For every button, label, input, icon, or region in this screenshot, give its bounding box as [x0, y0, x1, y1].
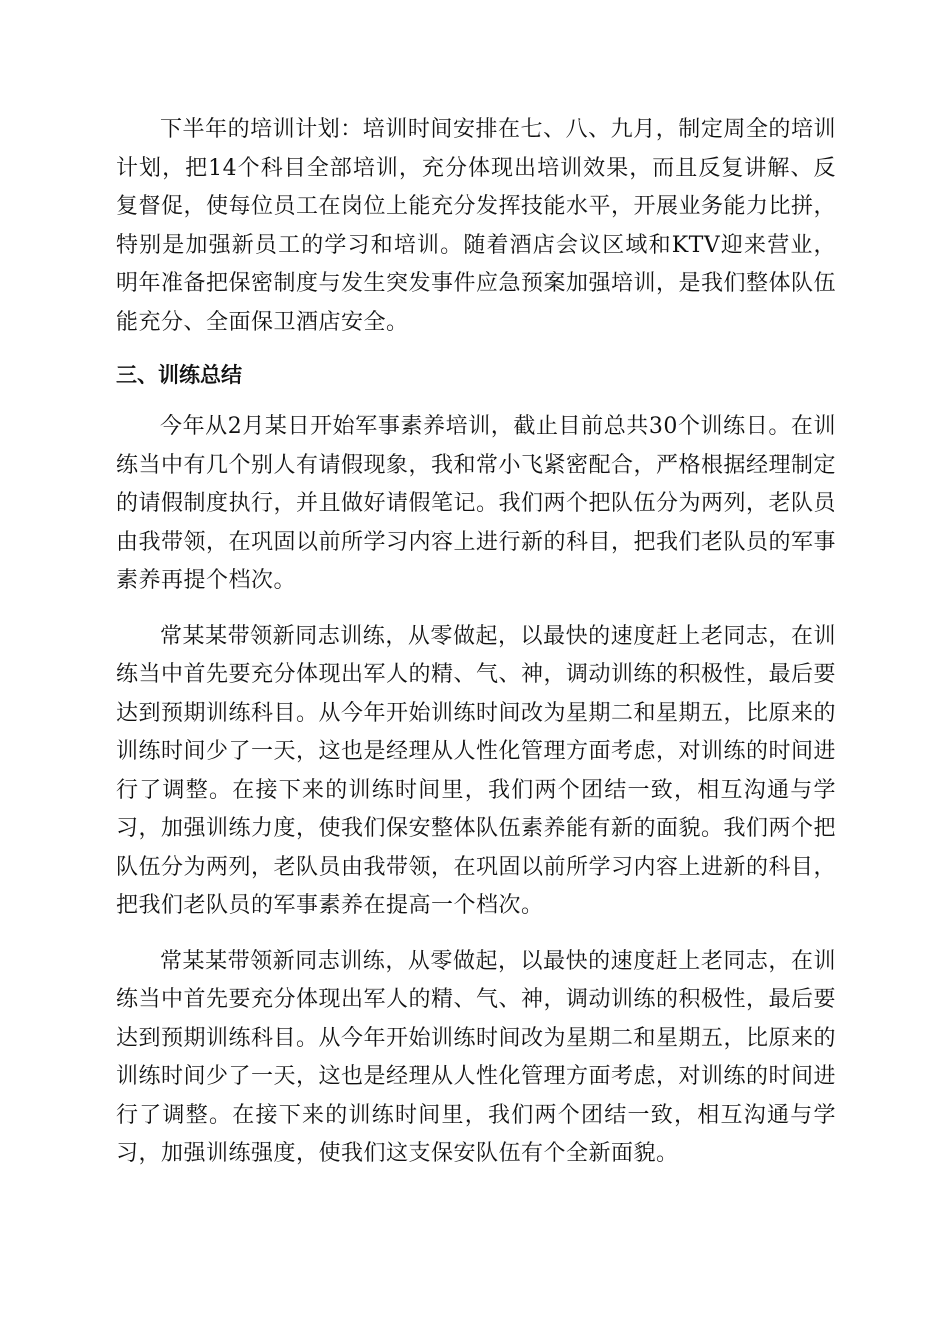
section-heading-training-summary: 三、训练总结	[116, 363, 242, 387]
paragraph-new-recruits-2: 常某某带领新同志训练，从零做起，以最快的速度赶上老同志，在训练当中首先要充分体现出军人的精、气、神，调动训练的积极性，最后要达到预期训练科目。从今年开始训练时间改为星期二和星期五，比原来的训练时间少了一天，这也是经理从人性化管理方面考虑，对训练的时间进行了调整。在接下来的训练时间里，我们两个团结一致，相互沟通与学习，加强训练强度，使我们这支保安队伍有个全新面貌。	[116, 948, 837, 1166]
paragraph-military-training: 今年从2月某日开始军事素养培训，截止目前总共30个训练日。在训练当中有几个别人有请假现象，我和常小飞紧密配合，严格根据经理制定的请假制度执行，并且做好请假笔记。我们两个把队伍分为两列，老队员由我带领，在巩固以前所学习内容上进行新的科目，把我们老队员的军事素养再提个档次。	[116, 414, 837, 593]
paragraph-new-recruits-1: 常某某带领新同志训练，从零做起，以最快的速度赶上老同志，在训练当中首先要充分体现出军人的精、气、神，调动训练的积极性，最后要达到预期训练科目。从今年开始训练时间改为星期二和星期五，比原来的训练时间少了一天，这也是经理从人性化管理方面考虑，对训练的时间进行了调整。在接下来的训练时间里，我们两个团结一致，相互沟通与学习，加强训练力度，使我们保安整体队伍素养能有新的面貌。我们两个把队伍分为两列，老队员由我带领，在巩固以前所学习内容上进新的科目，把我们老队员的军事素养在提高一个档次。	[116, 623, 837, 918]
paragraph-training-plan: 下半年的培训计划：培训时间安排在七、八、九月，制定周全的培训计划，把14个科目全部培训，充分体现出培训效果，而且反复讲解、反复督促，使每位员工在岗位上能充分发挥技能水平，开展业务能力比拼，特别是加强新员工的学习和培训。随着酒店会议区域和KTV迎来营业，明年准备把保密制度与发生突发事件应急预案加强培训，是我们整体队伍能充分、全面保卫酒店安全。	[116, 117, 837, 335]
document-body	[116, 111, 836, 1174]
